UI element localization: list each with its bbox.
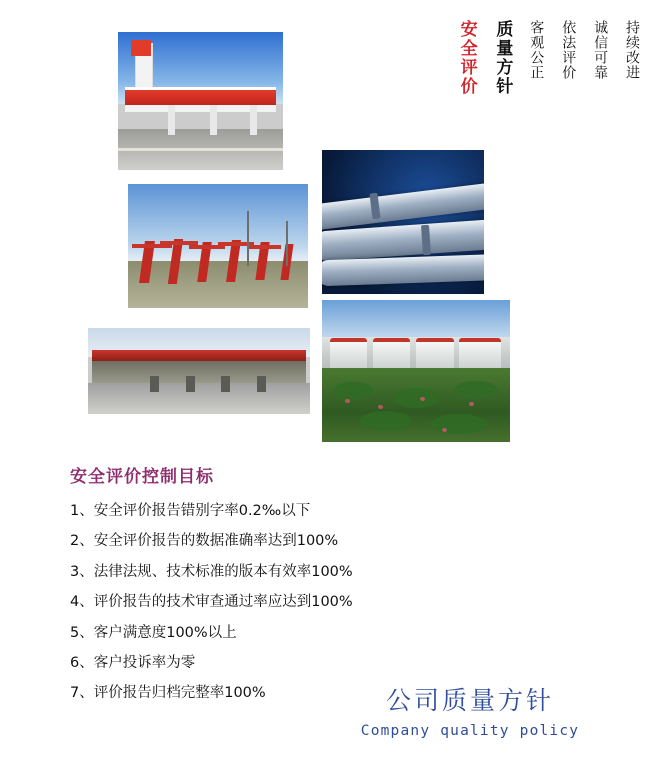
photo-flower bbox=[420, 397, 425, 401]
photo-oil-tank-farm bbox=[322, 300, 510, 442]
photo-pumpjack-arm bbox=[247, 245, 281, 249]
photo-pipeline-interior bbox=[322, 150, 484, 294]
photo-hedge bbox=[431, 414, 487, 434]
photo-road-line bbox=[118, 148, 283, 151]
photo-gas-station-wide bbox=[88, 328, 310, 414]
footer-policy-block bbox=[340, 681, 600, 739]
heading-column-2: 质量方针 bbox=[492, 20, 513, 96]
photo-sign-top bbox=[131, 40, 151, 56]
goals-list bbox=[70, 503, 590, 703]
goal-item: 4、评价报告的技术审查通过率应达到100% bbox=[70, 594, 353, 611]
photo-fuel-pump bbox=[186, 376, 195, 392]
goals-section bbox=[70, 462, 590, 716]
photo-utility-pole bbox=[286, 221, 288, 266]
heading-column-5: 诚信可靠 bbox=[592, 20, 609, 80]
photo-pillar bbox=[210, 105, 217, 135]
photo-storage-tank bbox=[330, 338, 368, 370]
photo-flower bbox=[469, 402, 474, 406]
photo-storage-tank bbox=[459, 338, 500, 370]
goal-item: 3、法律法规、技术标准的版本有效率100% bbox=[70, 563, 353, 580]
goals-title: 安全评价控制目标 bbox=[70, 467, 214, 487]
footer-title-english: Company quality policy bbox=[360, 723, 580, 739]
goal-item: 1、安全评价报告错别字率0.2‰以下 bbox=[70, 503, 311, 519]
photo-fuel-pump bbox=[257, 376, 266, 392]
vertical-heading-block bbox=[410, 20, 640, 150]
photo-pillar bbox=[168, 105, 175, 135]
goal-item: 7、评价报告归档完整率100% bbox=[70, 685, 266, 702]
photo-gas-station-day bbox=[118, 32, 283, 170]
photo-pillar bbox=[250, 105, 257, 135]
goal-item: 5、客户满意度100%以上 bbox=[70, 624, 237, 641]
photo-utility-pole bbox=[247, 211, 249, 266]
heading-column-6: 持续改进 bbox=[624, 20, 640, 80]
photo-canopy bbox=[92, 350, 305, 360]
photo-ground bbox=[88, 383, 310, 414]
photo-hedge bbox=[454, 381, 498, 399]
footer-title-chinese: 公司质量方针 bbox=[385, 686, 554, 715]
photo-fuel-pump bbox=[221, 376, 230, 392]
photo-ground bbox=[128, 261, 308, 308]
goal-item: 2、安全评价报告的数据准确率达到100% bbox=[70, 533, 339, 550]
photo-oil-pumpjacks bbox=[128, 184, 308, 308]
heading-column-4: 依法评价 bbox=[560, 20, 577, 80]
goal-item: 6、客户投诉率为零 bbox=[70, 654, 196, 671]
photo-sky bbox=[128, 184, 308, 261]
photo-storage-tank bbox=[416, 338, 454, 370]
photo-hedge bbox=[360, 411, 412, 431]
heading-column-1: 安全评价 bbox=[456, 20, 477, 96]
heading-column-3: 客观公正 bbox=[528, 20, 545, 80]
photo-storage-tank bbox=[373, 338, 411, 370]
photo-building bbox=[92, 361, 305, 383]
photo-fuel-pump bbox=[150, 376, 159, 392]
